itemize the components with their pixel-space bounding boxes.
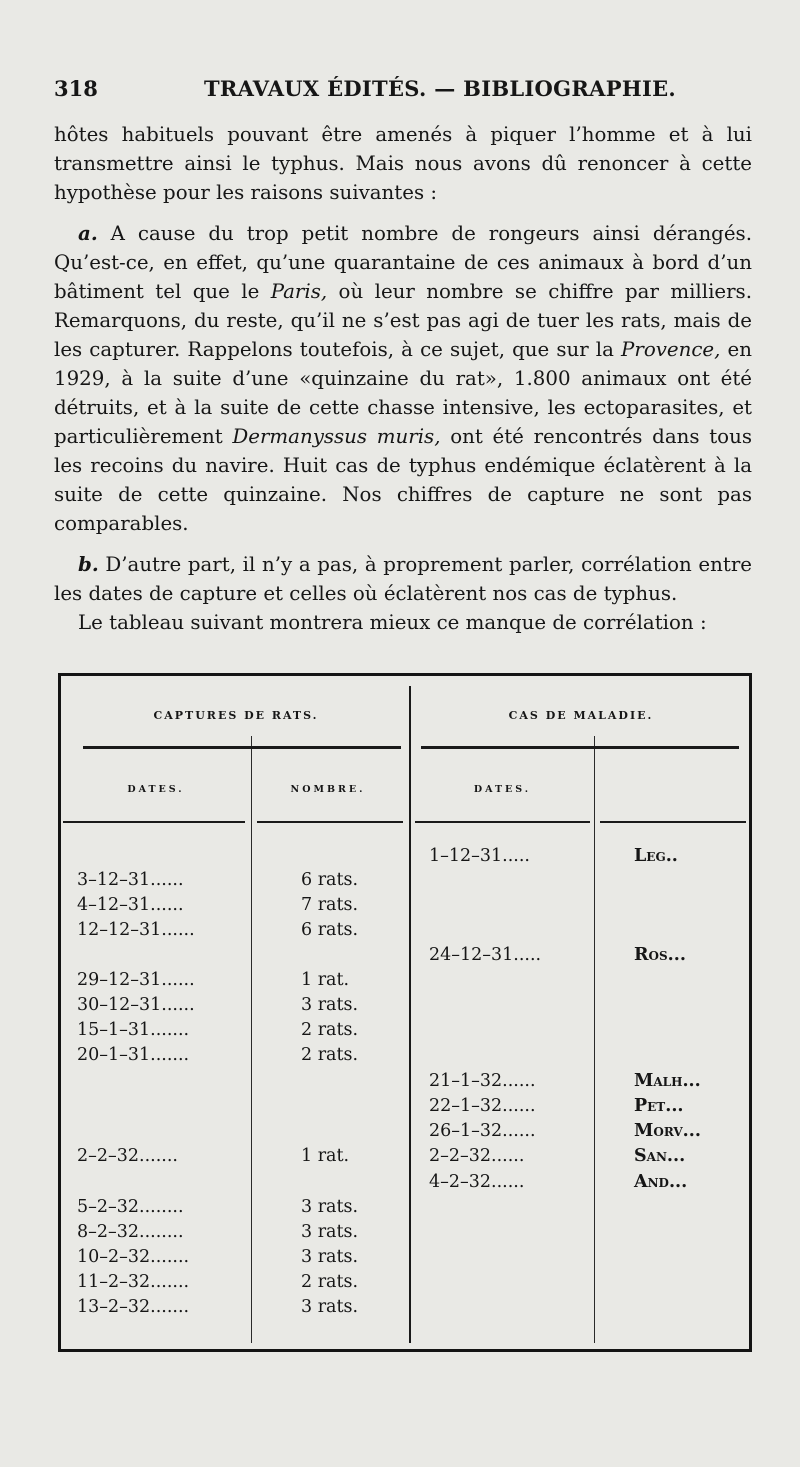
capture-count: 7 rats. bbox=[301, 895, 359, 915]
case-date: 26–1–32...... bbox=[429, 1121, 536, 1141]
table-row bbox=[61, 870, 749, 895]
table-row bbox=[61, 1222, 749, 1247]
table-row bbox=[61, 970, 749, 995]
data-table bbox=[58, 673, 752, 1352]
paragraph-b bbox=[54, 550, 752, 608]
case-name: Malh... bbox=[634, 1071, 701, 1091]
case-name: Ros... bbox=[634, 945, 686, 965]
case-name: Morv... bbox=[634, 1121, 701, 1141]
species-name: Dermanyssus muris, bbox=[232, 425, 441, 448]
capture-date: 15–1–31....... bbox=[77, 1020, 190, 1040]
case-name: Pet... bbox=[634, 1096, 684, 1116]
paragraph-a-part-1: A cause du trop petit nombre de rongeurs ainsi dérangés. Qu’est-ce, en effet, qu’une quarantaine de ces animaux à bord d’un bâtiment tel que le bbox=[54, 222, 752, 303]
table-row bbox=[61, 920, 749, 945]
capture-count: 1 rat. bbox=[301, 1146, 350, 1166]
table-row bbox=[61, 1096, 749, 1121]
running-title: TRAVAUX ÉDITÉS. — BIBLIOGRAPHIE. bbox=[204, 76, 676, 101]
capture-count: 2 rats. bbox=[301, 1020, 359, 1040]
group-header-cases: CAS DE MALADIE. bbox=[508, 709, 654, 722]
capture-date: 20–1–31....... bbox=[77, 1045, 190, 1065]
capture-count: 3 rats. bbox=[301, 1222, 359, 1242]
capture-date: 13–2–32....... bbox=[77, 1297, 190, 1317]
capture-count: 6 rats. bbox=[301, 870, 359, 890]
header-rule-2 bbox=[257, 821, 403, 823]
table-row bbox=[61, 1045, 749, 1070]
header-swash-right bbox=[421, 746, 739, 749]
table-row bbox=[61, 1020, 749, 1045]
table-row bbox=[61, 1247, 749, 1272]
capture-date: 29–12–31...... bbox=[77, 970, 195, 990]
case-date: 2–2–32...... bbox=[429, 1146, 525, 1166]
paragraph-a-part-2: où leur nombre se chiffre par milliers. Remarquons, du reste, qu’il ne s’est pas agi de tuer les rats, mais de les capturer. Rappelons toutefois, à ce sujet, que sur la bbox=[54, 280, 752, 361]
body-text bbox=[54, 120, 752, 637]
paragraph-a-part-3: en 1929, à la suite d’une «quinzaine du rat», 1.800 animaux ont été détruits, et à la suite de cette chasse intensive, les ectoparasites, et particulièrement bbox=[54, 338, 752, 448]
capture-date: 8–2–32........ bbox=[77, 1222, 184, 1242]
capture-count: 2 rats. bbox=[301, 1272, 359, 1292]
capture-date: 11–2–32....... bbox=[77, 1272, 190, 1292]
paragraph-b-text: D’autre part, il n’y a pas, à proprement parler, corrélation entre les dates de capture et celles où éclatèrent nos cas de typhus. bbox=[54, 553, 752, 605]
capture-count: 3 rats. bbox=[301, 1247, 359, 1267]
capture-date: 4–12–31...... bbox=[77, 895, 184, 915]
page-number: 318 bbox=[54, 76, 98, 101]
capture-count: 3 rats. bbox=[301, 1297, 359, 1317]
table-row bbox=[61, 846, 749, 871]
capture-date: 10–2–32....... bbox=[77, 1247, 190, 1267]
header-rule-3 bbox=[415, 821, 590, 823]
paragraph-table-intro: Le tableau suivant montrera mieux ce manque de corrélation : bbox=[78, 611, 707, 634]
case-name: And... bbox=[634, 1172, 688, 1192]
case-name: San... bbox=[634, 1146, 686, 1166]
capture-count: 1 rat. bbox=[301, 970, 350, 990]
capture-date: 30–12–31...... bbox=[77, 995, 195, 1015]
item-label-a: a. bbox=[78, 221, 98, 245]
paragraph-1: hôtes habituels pouvant être amenés à piquer l’homme et à lui transmettre ainsi le typhus. Mais nous avons dû renoncer à cette hypothèse pour les raisons suivantes : bbox=[54, 123, 752, 204]
ship-name-provence: Provence, bbox=[621, 338, 721, 361]
paragraph-a-part-4: ont été rencontrés dans tous les recoins du navire. Huit cas de typhus endémique éclatèrent à la suite de cette quinzaine. Nos chiffres de capture ne sont pas comparables. bbox=[54, 425, 752, 535]
column-header-number: NOMBRE. bbox=[290, 784, 366, 795]
item-label-b: b. bbox=[78, 552, 99, 576]
header-swash-left bbox=[83, 746, 401, 749]
case-date: 24–12–31..... bbox=[429, 945, 542, 965]
table-row bbox=[61, 1146, 749, 1171]
table-row bbox=[61, 1197, 749, 1222]
table-row bbox=[61, 945, 749, 970]
case-name: Leg.. bbox=[634, 846, 678, 866]
table-row bbox=[61, 1172, 749, 1197]
ship-name-paris: Paris, bbox=[270, 280, 328, 303]
column-header-dates-right: DATES. bbox=[473, 784, 532, 795]
table-row bbox=[61, 995, 749, 1020]
case-date: 4–2–32...... bbox=[429, 1172, 525, 1192]
header-rule-4 bbox=[600, 821, 746, 823]
capture-date: 2–2–32....... bbox=[77, 1146, 178, 1166]
table-row bbox=[61, 1297, 749, 1322]
running-header bbox=[54, 76, 754, 106]
capture-count: 2 rats. bbox=[301, 1045, 359, 1065]
capture-count: 3 rats. bbox=[301, 1197, 359, 1217]
capture-count: 6 rats. bbox=[301, 920, 359, 940]
capture-count: 3 rats. bbox=[301, 995, 359, 1015]
table-row bbox=[61, 895, 749, 920]
capture-date: 3–12–31...... bbox=[77, 870, 184, 890]
case-date: 21–1–32...... bbox=[429, 1071, 536, 1091]
paragraph-a bbox=[54, 219, 752, 538]
case-date: 1–12–31..... bbox=[429, 846, 530, 866]
capture-date: 5–2–32........ bbox=[77, 1197, 184, 1217]
table-row bbox=[61, 1272, 749, 1297]
column-header-dates-left: DATES. bbox=[127, 784, 185, 795]
table-row bbox=[61, 1071, 749, 1096]
header-rule-1 bbox=[63, 821, 245, 823]
case-date: 22–1–32...... bbox=[429, 1096, 536, 1116]
group-header-captures: CAPTURES DE RATS. bbox=[153, 709, 319, 722]
table-row bbox=[61, 1121, 749, 1146]
capture-date: 12–12–31...... bbox=[77, 920, 195, 940]
